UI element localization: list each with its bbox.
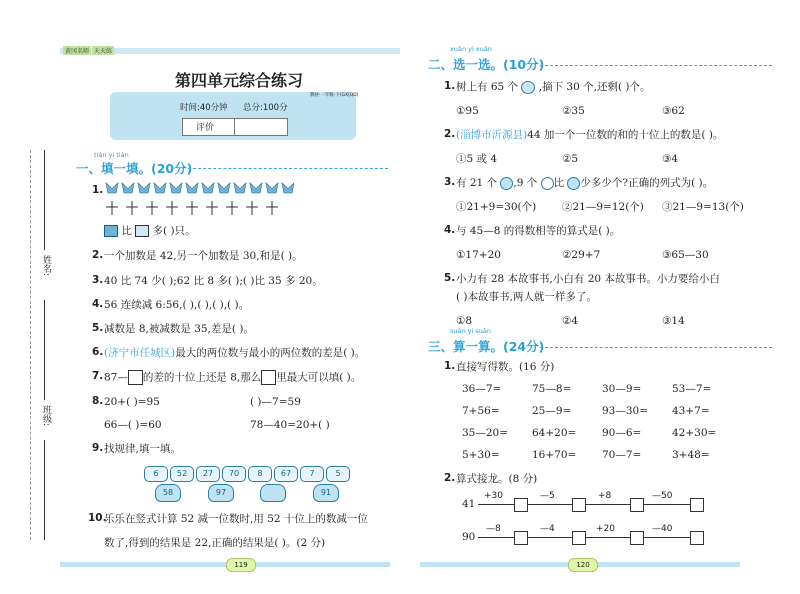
apple-icon bbox=[541, 177, 554, 190]
q6-text: 最大的两位数与最小的两位数的差是( )。 bbox=[175, 347, 366, 359]
r3-opt3[interactable]: ③21—9=13(个) bbox=[662, 201, 744, 213]
q8-number: 8. bbox=[92, 395, 104, 407]
q7-box-1[interactable] bbox=[128, 370, 143, 385]
calc-cell: 93—30= bbox=[602, 405, 649, 417]
r3-text-a: 有 21 个 bbox=[456, 177, 498, 189]
chain1-op: +30 bbox=[484, 491, 503, 501]
calc-cell: 75—8= bbox=[532, 383, 572, 395]
q6-line bbox=[104, 346, 365, 360]
dragonfly-icon bbox=[126, 201, 138, 215]
chain2-box[interactable] bbox=[514, 531, 528, 545]
calc-cell: 42+30= bbox=[672, 427, 717, 439]
chain2-box[interactable] bbox=[690, 531, 704, 545]
footer-bar bbox=[60, 562, 390, 567]
q9-number: 9. bbox=[92, 442, 104, 454]
chain-arrow bbox=[478, 504, 514, 505]
q9-num: 70 bbox=[222, 466, 246, 482]
chain-arrow bbox=[644, 537, 690, 538]
r4-text: 与 45—8 的得数相等的算式是( )。 bbox=[456, 225, 621, 237]
section2-rule bbox=[540, 65, 772, 66]
edition-code: 教材·一年级·下(GX|QD) bbox=[310, 93, 359, 98]
chain2-op: —40 bbox=[652, 524, 673, 534]
c2-number: 2. bbox=[444, 472, 456, 484]
r5-opt1[interactable]: ①8 bbox=[456, 315, 473, 327]
butterfly-icon bbox=[104, 225, 118, 237]
chain1-box[interactable] bbox=[572, 498, 586, 512]
q7-text-b: 的差的十位上还是 8,那么 bbox=[142, 371, 262, 384]
dragonfly-icon bbox=[246, 201, 258, 215]
q5-text: 减数是 8,被减数是 35,差是( )。 bbox=[104, 323, 254, 335]
q4-text: 56 连续减 6:56,( ),( ),( ),( )。 bbox=[104, 299, 250, 311]
calc-cell: 30—9= bbox=[602, 383, 642, 395]
q9-num: 27 bbox=[196, 466, 220, 482]
q7-number: 7. bbox=[92, 370, 104, 382]
time-limit: 时间:40分钟 bbox=[180, 103, 228, 113]
section2-title: 二、选一选。(10分) bbox=[428, 57, 545, 72]
q3-text: 40 比 74 少( );62 比 8 多( );( )比 35 多 20。 bbox=[104, 275, 323, 287]
dragonfly-icon bbox=[186, 201, 198, 215]
eval-divider bbox=[234, 118, 235, 136]
eval-label: 评价 bbox=[196, 123, 215, 133]
dragonfly-icon bbox=[106, 201, 118, 215]
r1-text-b: ,摘下 30 个,还剩( )个。 bbox=[538, 81, 651, 93]
section3-pinyin: suàn yi suàn bbox=[450, 327, 492, 335]
c1-number: 1. bbox=[444, 360, 456, 372]
r2-opt2[interactable]: ②5 bbox=[562, 153, 579, 165]
section1-rule bbox=[188, 168, 388, 169]
butterfly-icon bbox=[202, 183, 214, 193]
chain1-box[interactable] bbox=[630, 498, 644, 512]
chain-arrow bbox=[528, 504, 572, 505]
calc-cell: 35—20= bbox=[462, 427, 509, 439]
butterfly-icon bbox=[282, 183, 294, 193]
r1-opt1[interactable]: ①95 bbox=[456, 105, 479, 117]
q7-line bbox=[104, 370, 361, 385]
r5-opt3[interactable]: ③14 bbox=[662, 315, 685, 327]
butterfly-icon bbox=[266, 183, 278, 193]
butterfly-icon bbox=[170, 183, 182, 193]
q1-blank: 多( )只。 bbox=[152, 225, 196, 237]
r1-opt3[interactable]: ③62 bbox=[662, 105, 685, 117]
section3-rule bbox=[540, 347, 772, 348]
butterfly-icon bbox=[122, 183, 134, 193]
q10-text-a: 乐乐在竖式计算 52 减一位数时,用 52 十位上的数减一位 bbox=[104, 513, 368, 525]
q9-num: 67 bbox=[274, 466, 298, 482]
q4-number: 4. bbox=[92, 298, 104, 310]
section2-pinyin: xuǎn yi xuǎn bbox=[450, 45, 492, 53]
calc-cell: 64+20= bbox=[532, 427, 577, 439]
class-label: 班级: bbox=[41, 405, 51, 427]
q10-number: 10. bbox=[88, 512, 107, 524]
calc-cell: 53—7= bbox=[672, 383, 712, 395]
dragonfly-icon bbox=[146, 201, 158, 215]
strawberry-icon bbox=[567, 177, 580, 190]
calc-cell: 3+48= bbox=[672, 449, 710, 461]
chain2-start: 90 bbox=[462, 531, 476, 543]
page-title: 第四单元综合练习 bbox=[175, 71, 304, 90]
section3-title: 三、算一算。(24分) bbox=[428, 339, 545, 354]
r4-number: 4. bbox=[444, 224, 456, 236]
right-page bbox=[400, 0, 800, 594]
q8-eq2: ( )—7=59 bbox=[250, 396, 301, 408]
butterfly-icon bbox=[234, 183, 246, 193]
dragonfly-icon bbox=[166, 201, 178, 215]
butterfly-icon bbox=[218, 183, 230, 193]
q6-region: (济宁市任城区) bbox=[104, 347, 176, 359]
r2-text: 44 加一个一位数的和的十位上的数是( )。 bbox=[527, 129, 724, 141]
binding-line bbox=[30, 150, 32, 540]
q3-number: 3. bbox=[92, 274, 104, 286]
r3-text-c: 比 bbox=[553, 177, 565, 189]
q9-num: 5 bbox=[326, 466, 350, 482]
r2-opt1[interactable]: ①5 或 4 bbox=[456, 153, 498, 165]
q9-vase: 91 bbox=[313, 484, 339, 502]
butterfly-icon bbox=[106, 183, 118, 193]
dragonfly-icon bbox=[135, 225, 149, 237]
r4-opt1[interactable]: ①17+20 bbox=[456, 249, 501, 261]
chain2-op: —8 bbox=[486, 524, 501, 534]
q7-box-2[interactable] bbox=[261, 370, 276, 385]
chain1-start: 41 bbox=[462, 498, 476, 510]
q8-eq1: 20+( )=95 bbox=[104, 396, 160, 408]
r1-opt2[interactable]: ②35 bbox=[562, 105, 585, 117]
r1-number: 1. bbox=[444, 80, 456, 92]
r3-opt2[interactable]: ②21—9=12(个) bbox=[562, 201, 644, 213]
class-line bbox=[44, 300, 45, 400]
q9-vase: 58 bbox=[155, 484, 181, 502]
dragonfly-icon bbox=[226, 201, 238, 215]
calc-cell: 5+30= bbox=[462, 449, 500, 461]
chain1-op: —5 bbox=[540, 491, 555, 501]
r2-line bbox=[456, 128, 723, 142]
q1-compare: 比 bbox=[121, 225, 132, 237]
q9-num: 6 bbox=[144, 466, 168, 482]
page-number: 119 bbox=[226, 558, 256, 572]
margin-line-3 bbox=[44, 440, 45, 540]
peach-icon bbox=[521, 81, 535, 94]
r3-text-d: 少多少个?正确的列式为( )。 bbox=[580, 177, 714, 189]
chain-arrow bbox=[644, 504, 690, 505]
q8-eq3: 66—( )=60 bbox=[104, 419, 162, 431]
chain-arrow bbox=[478, 537, 514, 538]
r3-opt1[interactable]: ①21+9=30(个) bbox=[456, 201, 537, 213]
chain1-box[interactable] bbox=[690, 498, 704, 512]
dragonfly-icon bbox=[266, 201, 278, 215]
chain-arrow bbox=[586, 504, 630, 505]
section1-pinyin: tián yi tián bbox=[94, 151, 129, 159]
r5-text-a: 小力有 28 本故事书,小白有 20 本故事书。小力要给小白 bbox=[456, 273, 720, 285]
q9-text: 找规律,填一填。 bbox=[104, 443, 181, 455]
q1-answer-line bbox=[104, 224, 196, 238]
calc-cell: 70—7= bbox=[602, 449, 642, 461]
q1-number: 1. bbox=[92, 184, 104, 196]
q1-picture bbox=[104, 181, 294, 219]
r5-opt2[interactable]: ②4 bbox=[562, 315, 579, 327]
calc-cell: 43+7= bbox=[672, 405, 710, 417]
butterfly-icon bbox=[154, 183, 166, 193]
name-label: 姓名: bbox=[41, 255, 51, 277]
butterfly-icon bbox=[138, 183, 150, 193]
r2-number: 2. bbox=[444, 128, 456, 140]
strawberry-icon bbox=[500, 177, 513, 190]
butterfly-icon bbox=[250, 183, 262, 193]
q9-num: 8 bbox=[248, 466, 272, 482]
q9-vase: 97 bbox=[208, 484, 234, 502]
chain2-op: +20 bbox=[596, 524, 615, 534]
section1-title: 一、填一填。(20分) bbox=[76, 161, 193, 176]
r5-text-b: ( )本故事书,两人就一样多了。 bbox=[456, 291, 597, 303]
q8-eq4: 78—40=20+( ) bbox=[250, 419, 330, 431]
q6-number: 6. bbox=[92, 346, 104, 358]
r2-region: (淄博市沂源县) bbox=[456, 129, 528, 141]
chain-arrow bbox=[586, 537, 630, 538]
calc-cell: 16+70= bbox=[532, 449, 577, 461]
chain1-op: +8 bbox=[598, 491, 612, 501]
q9-vase-empty[interactable] bbox=[260, 484, 286, 502]
r1-line bbox=[456, 80, 650, 94]
r5-number: 5. bbox=[444, 272, 456, 284]
r3-text-b: ,9 个 bbox=[513, 177, 538, 189]
chain2-op: —4 bbox=[540, 524, 555, 534]
calc-cell: 25—9= bbox=[532, 405, 572, 417]
chain1-box[interactable] bbox=[514, 498, 528, 512]
page-number: 120 bbox=[568, 558, 598, 572]
q9-num: 52 bbox=[170, 466, 194, 482]
q9-num: 7 bbox=[300, 466, 324, 482]
q7-text-a: 87— bbox=[104, 371, 128, 384]
q2-text: 一个加数是 42,另一个加数是 30,和是( )。 bbox=[104, 250, 303, 262]
name-line bbox=[44, 150, 45, 250]
r3-number: 3. bbox=[444, 176, 456, 188]
chain2-box[interactable] bbox=[572, 531, 586, 545]
calc-cell: 90—6= bbox=[602, 427, 642, 439]
total-score: 总分:100分 bbox=[243, 103, 288, 113]
brand-tag: 黄冈名师 bbox=[65, 48, 90, 55]
calc-cell: 7+56= bbox=[462, 405, 500, 417]
chain2-box[interactable] bbox=[630, 531, 644, 545]
q7-text-c: 里最大可以填( )。 bbox=[276, 371, 362, 384]
r1-text-a: 树上有 65 个 bbox=[456, 81, 519, 93]
q2-number: 2. bbox=[92, 249, 104, 261]
chain-arrow bbox=[528, 537, 572, 538]
r4-opt3[interactable]: ③65—30 bbox=[662, 249, 709, 261]
series-tag: 天天练 bbox=[94, 48, 113, 55]
calc-cell: 36—7= bbox=[462, 383, 502, 395]
q10-text-b: 数了,得到的结果是 22,正确的结果是( )。(2 分) bbox=[104, 537, 326, 549]
q5-number: 5. bbox=[92, 322, 104, 334]
r2-opt3[interactable]: ③4 bbox=[662, 153, 679, 165]
chain1-op: —50 bbox=[652, 491, 673, 501]
c1-text: 直接写得数。(16 分) bbox=[456, 361, 555, 373]
c2-text: 算式接龙。(8 分) bbox=[456, 473, 538, 485]
butterfly-icon bbox=[186, 183, 198, 193]
r3-line bbox=[456, 176, 713, 190]
dragonfly-icon bbox=[206, 201, 218, 215]
r4-opt2[interactable]: ②29+7 bbox=[562, 249, 601, 261]
